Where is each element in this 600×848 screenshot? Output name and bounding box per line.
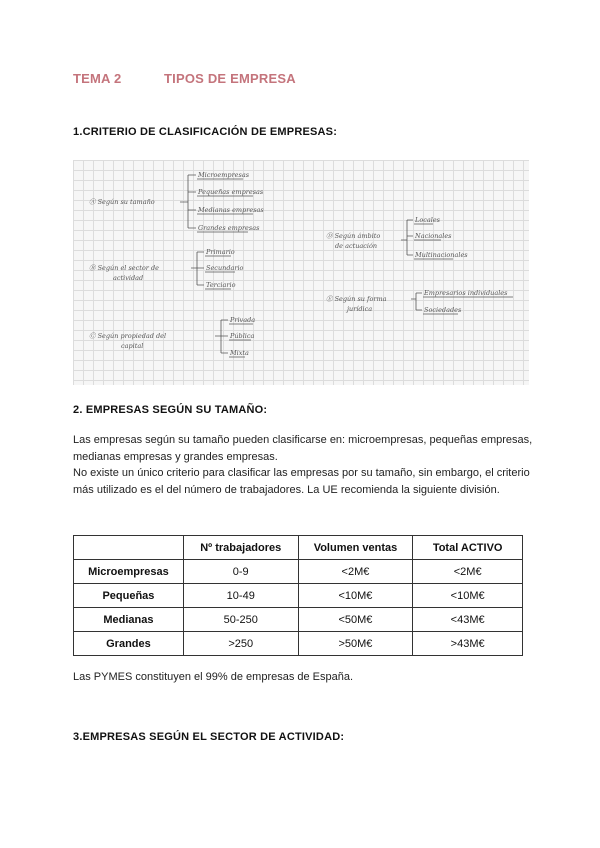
diagram-b-item: Secundario bbox=[206, 264, 244, 272]
table-cell: <2M€ bbox=[298, 560, 413, 584]
table-header-cell: Total ACTIVO bbox=[413, 536, 523, 560]
tema-number: TEMA 2 bbox=[73, 71, 122, 86]
diagram-e-label: Ⓔ Según su forma bbox=[326, 295, 387, 303]
table-row-label: Pequeñas bbox=[74, 584, 184, 608]
diagram-d-item: Multinacionales bbox=[415, 251, 468, 259]
table-cell: 10-49 bbox=[183, 584, 298, 608]
diagram-c-label: capital bbox=[121, 342, 144, 350]
diagram-a-item: Pequeñas empresas bbox=[198, 188, 264, 196]
diagram-a-label: Ⓐ Según su tamaño bbox=[89, 198, 155, 206]
diagram-a-item: Medianas empresas bbox=[198, 206, 264, 214]
section-2-heading: 2. EMPRESAS SEGÚN SU TAMAÑO: bbox=[73, 404, 268, 416]
table-cell: 50-250 bbox=[183, 608, 298, 632]
diagram-e-item: Empresarios individuales bbox=[424, 289, 508, 297]
diagram-drawing bbox=[73, 160, 529, 385]
table-header-row bbox=[74, 536, 523, 560]
diagram-b-label: Ⓑ Según el sector de bbox=[89, 264, 159, 272]
section-1-heading: 1.CRITERIO DE CLASIFICACIÓN DE EMPRESAS: bbox=[73, 126, 338, 138]
table-cell: <43M€ bbox=[413, 608, 523, 632]
table-row bbox=[74, 584, 523, 608]
table-row-label: Medianas bbox=[74, 608, 184, 632]
pymes-note: Las PYMES constituyen el 99% de empresas de España. bbox=[73, 671, 354, 683]
table-row-label: Microempresas bbox=[74, 560, 184, 584]
section-2-paragraph bbox=[73, 432, 533, 498]
diagram-c-label: Ⓒ Según propiedad del bbox=[89, 332, 167, 340]
tema-title: TIPOS DE EMPRESA bbox=[164, 71, 296, 86]
table-row bbox=[74, 632, 523, 656]
paragraph-line: No existe un único criterio para clasificar las empresas por su tamaño, sin embargo, el criterio más utilizado es el del número de trabajadores. La UE recomienda la siguiente división. bbox=[73, 467, 530, 496]
table-header-cell: Volumen ventas bbox=[298, 536, 413, 560]
diagram-d-label: Ⓓ Según ámbito bbox=[326, 232, 381, 240]
diagram-d-label: de actuación bbox=[335, 242, 378, 250]
table-cell: <10M€ bbox=[413, 584, 523, 608]
diagram-c-item: Privada bbox=[230, 316, 256, 324]
table-cell: <2M€ bbox=[413, 560, 523, 584]
table-cell: <50M€ bbox=[298, 608, 413, 632]
table-cell: >250 bbox=[183, 632, 298, 656]
classification-diagram bbox=[73, 160, 529, 385]
table-cell: >50M€ bbox=[298, 632, 413, 656]
table-cell: <10M€ bbox=[298, 584, 413, 608]
document-header bbox=[73, 71, 296, 86]
diagram-c-item: Pública bbox=[230, 332, 255, 340]
table-header-cell: Nº trabajadores bbox=[183, 536, 298, 560]
table-row bbox=[74, 608, 523, 632]
diagram-d-item: Nacionales bbox=[415, 232, 452, 240]
paragraph-line: Las empresas según su tamaño pueden clasificarse en: microempresas, pequeñas empresas, medianas empresas y grandes empresas. bbox=[73, 434, 533, 463]
diagram-b-item: Primario bbox=[206, 248, 235, 256]
section-3-heading: 3.EMPRESAS SEGÚN EL SECTOR DE ACTIVIDAD: bbox=[73, 731, 345, 743]
table-row-label: Grandes bbox=[74, 632, 184, 656]
table-header-cell bbox=[74, 536, 184, 560]
diagram-b-item: Terciario bbox=[206, 281, 236, 289]
diagram-a-item: Microempresas bbox=[198, 171, 250, 179]
diagram-c-item: Mixta bbox=[230, 349, 249, 357]
diagram-a-item: Grandes empresas bbox=[198, 224, 260, 232]
diagram-b-label: actividad bbox=[113, 274, 144, 282]
diagram-e-item: Sociedades bbox=[424, 306, 462, 314]
table-cell: 0-9 bbox=[183, 560, 298, 584]
table-row bbox=[74, 560, 523, 584]
table-cell: >43M€ bbox=[413, 632, 523, 656]
company-size-table bbox=[73, 535, 523, 656]
diagram-d-item: Locales bbox=[415, 216, 441, 224]
diagram-e-label: jurídica bbox=[347, 305, 373, 313]
